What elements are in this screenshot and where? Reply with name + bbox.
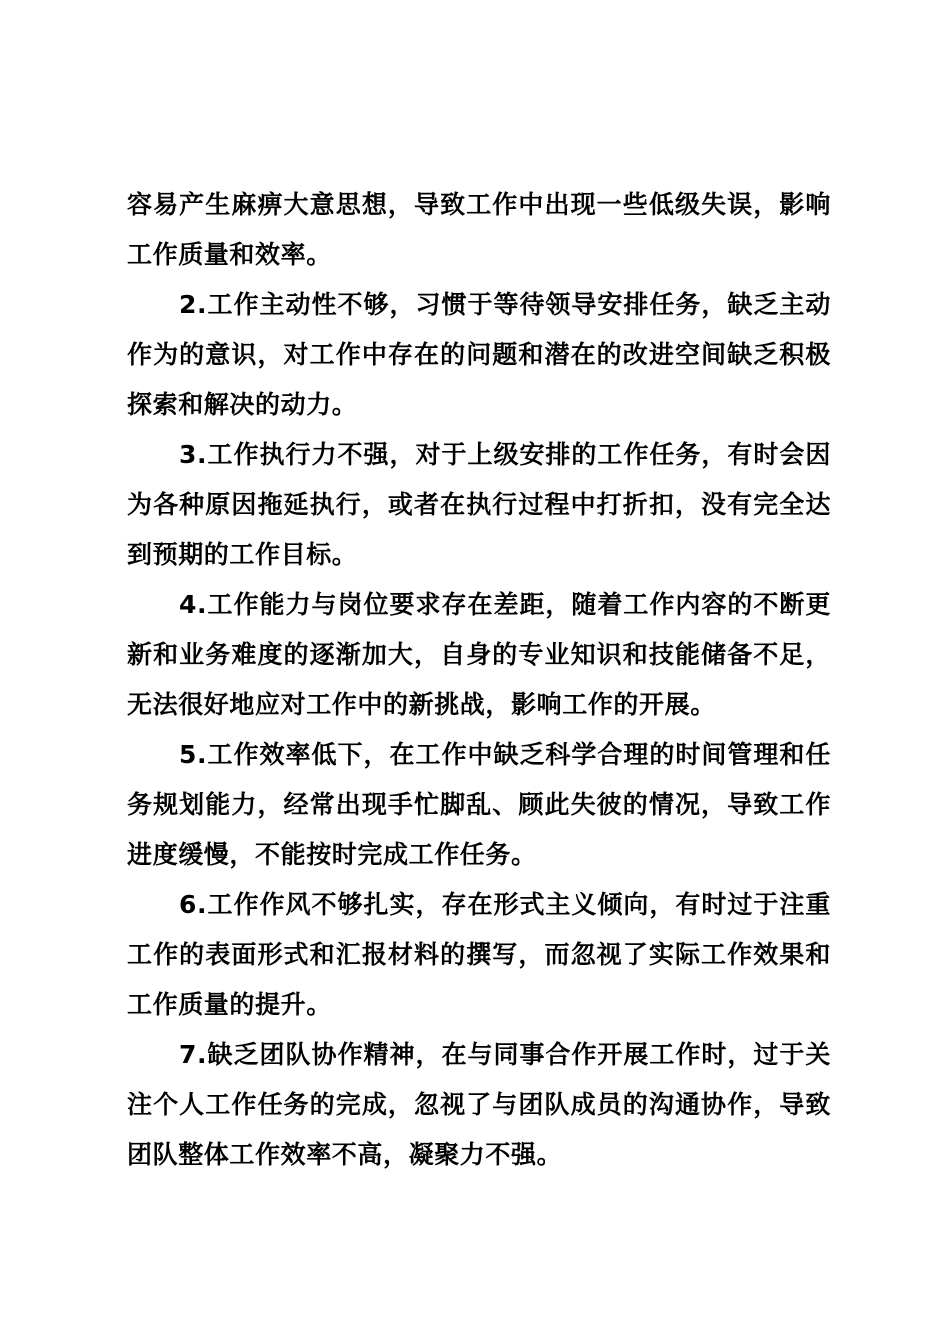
paragraph-item-5: 5.工作效率低下，在工作中缺乏科学合理的时间管理和任务规划能力，经常出现手忙脚乱、顾此失彼的情况，导致工作进度缓慢，不能按时完成工作任务。	[127, 740, 831, 869]
paragraph-item-2: 2.工作主动性不够，习惯于等待领导安排任务，缺乏主动作为的意识，对工作中存在的问题和潜在的改进空间缺乏积极探索和解决的动力。	[127, 290, 831, 419]
document-body	[127, 180, 831, 1180]
paragraph-item-7: 7.缺乏团队协作精神，在与同事合作开展工作时，过于关注个人工作任务的完成，忽视了与团队成员的沟通协作，导致团队整体工作效率不高，凝聚力不强。	[127, 1040, 831, 1169]
paragraph-item-3: 3.工作执行力不强，对于上级安排的工作任务，有时会因为各种原因拖延执行，或者在执行过程中打折扣，没有完全达到预期的工作目标。	[127, 440, 831, 569]
paragraph-continued: 容易产生麻痹大意思想，导致工作中出现一些低级失误，影响工作质量和效率。	[127, 190, 831, 269]
paragraph-item-6: 6.工作作风不够扎实，存在形式主义倾向，有时过于注重工作的表面形式和汇报材料的撰写，而忽视了实际工作效果和工作质量的提升。	[127, 890, 831, 1019]
paragraph-item-4: 4.工作能力与岗位要求存在差距，随着工作内容的不断更新和业务难度的逐渐加大，自身的专业知识和技能储备不足，无法很好地应对工作中的新挑战，影响工作的开展。	[127, 590, 831, 719]
